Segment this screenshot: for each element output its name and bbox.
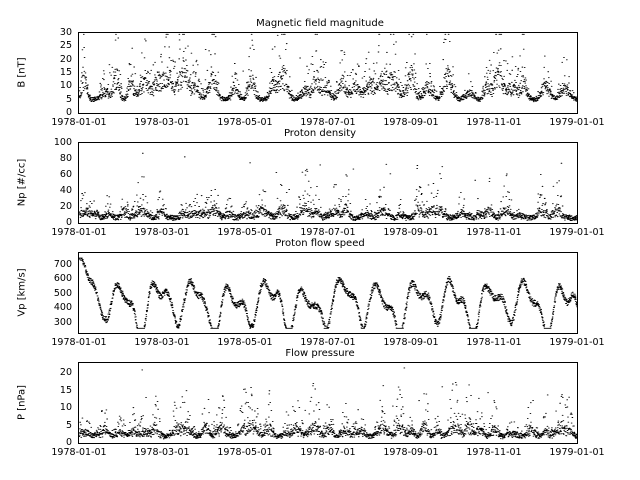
x-tick-mark — [494, 333, 495, 334]
y-tick-mark — [78, 408, 79, 409]
x-tick-label: 1978-03-01 — [134, 337, 190, 348]
x-tick-label: 1979-01-01 — [549, 447, 605, 458]
x-tick-label: 1978-05-01 — [217, 117, 273, 128]
x-tick-mark — [411, 333, 412, 334]
x-tick-label: 1978-09-01 — [383, 337, 439, 348]
x-tick-label: 1979-01-01 — [549, 117, 605, 128]
x-tick-mark — [494, 113, 495, 114]
y-tick-mark — [78, 391, 79, 392]
data-points-proton-flow-speed — [79, 253, 577, 333]
plot-area-proton-density — [78, 142, 578, 224]
x-tick-mark — [162, 113, 163, 114]
plot-area-magnetic-field-magnitude — [78, 32, 578, 114]
y-axis-label: Vp [km/s] — [16, 268, 28, 317]
y-tick-mark — [78, 265, 79, 266]
x-tick-label: 1979-01-01 — [549, 337, 605, 348]
data-points-flow-pressure — [79, 363, 577, 443]
x-tick-label: 1978-03-01 — [134, 447, 190, 458]
y-tick-label: 40 — [59, 185, 72, 196]
x-tick-mark — [79, 443, 80, 444]
x-tick-label: 1978-01-01 — [51, 447, 107, 458]
x-tick-mark — [411, 223, 412, 224]
y-tick-mark — [78, 223, 79, 224]
x-tick-mark — [79, 113, 80, 114]
x-tick-mark — [576, 113, 577, 114]
panel-title: Proton flow speed — [275, 238, 365, 249]
x-tick-label: 1978-07-01 — [300, 447, 356, 458]
x-tick-mark — [162, 443, 163, 444]
x-tick-mark — [576, 333, 577, 334]
x-tick-mark — [328, 333, 329, 334]
x-tick-label: 1978-07-01 — [300, 337, 356, 348]
y-tick-label: 15 — [59, 67, 72, 78]
x-tick-mark — [328, 223, 329, 224]
y-tick-mark — [78, 443, 79, 444]
x-tick-mark — [79, 333, 80, 334]
y-tick-label: 30 — [59, 27, 72, 38]
plot-area-proton-flow-speed — [78, 252, 578, 334]
x-tick-label: 1978-09-01 — [383, 227, 439, 238]
x-tick-mark — [494, 223, 495, 224]
x-tick-label: 1978-07-01 — [300, 227, 356, 238]
y-tick-label: 100 — [53, 137, 72, 148]
x-tick-label: 1978-05-01 — [217, 227, 273, 238]
x-tick-mark — [411, 113, 412, 114]
panel-title: Flow pressure — [285, 348, 355, 359]
y-tick-mark — [78, 207, 79, 208]
y-tick-label: 15 — [59, 384, 72, 396]
y-tick-mark — [78, 426, 79, 427]
y-tick-mark — [78, 100, 79, 101]
data-points-magnetic-field-magnitude — [79, 33, 577, 113]
y-tick-mark — [78, 46, 79, 47]
x-tick-label: 1978-09-01 — [383, 117, 439, 128]
y-tick-mark — [78, 175, 79, 176]
x-tick-mark — [494, 443, 495, 444]
x-tick-label: 1978-03-01 — [134, 227, 190, 238]
y-tick-mark — [78, 86, 79, 87]
x-tick-label: 1978-05-01 — [217, 337, 273, 348]
x-tick-mark — [162, 223, 163, 224]
y-tick-mark — [78, 294, 79, 295]
x-tick-label: 1978-11-01 — [466, 337, 522, 348]
x-tick-label: 1978-11-01 — [466, 117, 522, 128]
y-tick-label: 500 — [53, 287, 72, 299]
y-tick-label: 300 — [53, 316, 72, 328]
y-tick-mark — [78, 191, 79, 192]
x-tick-mark — [245, 333, 246, 334]
y-tick-label: 5 — [65, 419, 72, 431]
y-tick-mark — [78, 159, 79, 160]
y-axis-label: B [nT] — [16, 57, 28, 88]
x-tick-mark — [576, 223, 577, 224]
x-tick-mark — [576, 443, 577, 444]
x-tick-label: 1978-05-01 — [217, 447, 273, 458]
x-tick-mark — [245, 113, 246, 114]
data-points-proton-density — [79, 143, 577, 223]
y-tick-mark — [78, 323, 79, 324]
y-tick-label: 20 — [59, 201, 72, 212]
y-tick-label: 0 — [65, 217, 72, 228]
x-tick-label: 1978-09-01 — [383, 447, 439, 458]
y-tick-label: 0 — [65, 107, 72, 118]
x-tick-label: 1978-11-01 — [466, 447, 522, 458]
y-tick-mark — [78, 279, 79, 280]
x-tick-label: 1979-01-01 — [549, 227, 605, 238]
x-tick-mark — [328, 443, 329, 444]
x-tick-label: 1978-01-01 — [51, 227, 107, 238]
y-tick-mark — [78, 60, 79, 61]
x-tick-mark — [245, 223, 246, 224]
y-tick-mark — [78, 73, 79, 74]
y-tick-label: 700 — [53, 258, 72, 270]
y-tick-label: 600 — [53, 273, 72, 285]
plot-area-flow-pressure — [78, 362, 578, 444]
y-tick-mark — [78, 143, 79, 144]
panel-title: Magnetic field magnitude — [256, 18, 384, 29]
x-tick-mark — [162, 333, 163, 334]
x-tick-label: 1978-03-01 — [134, 117, 190, 128]
y-tick-label: 5 — [65, 93, 72, 105]
y-tick-label: 10 — [59, 80, 72, 92]
y-tick-label: 0 — [65, 437, 72, 448]
y-tick-label: 20 — [59, 53, 72, 65]
y-tick-label: 25 — [59, 40, 72, 52]
y-tick-label: 20 — [59, 367, 72, 379]
y-tick-mark — [78, 373, 79, 374]
x-tick-label: 1978-01-01 — [51, 117, 107, 128]
y-tick-label: 10 — [59, 402, 72, 414]
panel-title: Proton density — [283, 128, 357, 139]
x-tick-mark — [79, 223, 80, 224]
y-tick-label: 60 — [59, 169, 72, 180]
y-tick-mark — [78, 113, 79, 114]
y-tick-mark — [78, 308, 79, 309]
y-axis-label: Np [#/cc] — [16, 158, 28, 207]
x-tick-label: 1978-11-01 — [466, 227, 522, 238]
x-tick-mark — [245, 443, 246, 444]
y-tick-label: 400 — [53, 302, 72, 314]
y-tick-label: 80 — [59, 153, 72, 164]
y-tick-mark — [78, 33, 79, 34]
y-axis-label: P [nPa] — [16, 384, 28, 421]
x-tick-label: 1978-07-01 — [300, 117, 356, 128]
x-tick-label: 1978-01-01 — [51, 337, 107, 348]
x-tick-mark — [411, 443, 412, 444]
x-tick-mark — [328, 113, 329, 114]
